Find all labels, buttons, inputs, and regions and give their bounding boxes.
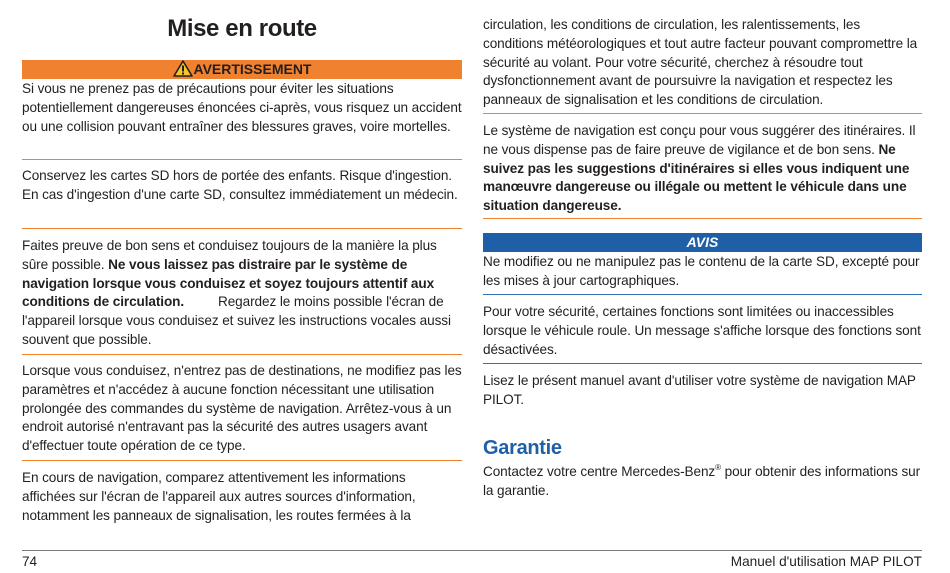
page-title: Mise en route	[167, 15, 317, 42]
footer-divider	[22, 550, 922, 551]
divider	[22, 159, 462, 160]
paragraph-itineraries-text: Le système de navigation est conçu pour vous suggérer des itinéraires. Il ne vous dispense pas de faire preuve de vigilance et de bon sens.	[483, 123, 916, 157]
paragraph-continuation: circulation, les conditions de circulation, les ralentissements, les conditions météorologiques et tout autre facteur pouvant compromettre la sécurité au volant. Pour votre sécurité, cherchez à résoudre tout dysfonctionnement avant de poursuivre la navigation et respectez les panneaux de signalisation et les conditions de circulation.	[483, 17, 918, 108]
divider	[22, 354, 462, 355]
paragraph-destinations: Lorsque vous conduisez, n'entrez pas de destinations, ne modifiez pas les paramètres et n'accédez à aucune fonction nécessitant une utilisation prolongée des commandes du système de navigation. Arrêtez-vous à un endroit autorisé n'entravant pas la sécurité des autres usagers avant d'effectuer toute opération de ce type.	[22, 363, 462, 454]
paragraph-common-sense-continued: Regardez le moins possible l'écran de l'appareil lorsque vous conduisez et suivez les instructions vocales aussi souvent que possible.	[22, 294, 451, 347]
paragraph-read-manual: Lisez le présent manuel avant d'utiliser votre système de navigation MAP PILOT.	[483, 373, 916, 407]
paragraph-itineraries-bold: Ne suivez pas les suggestions d'itinéraires si elles vous indiquent une manœuvre dangereuse ou illégale ou mettent le véhicule dans une situation dangereuse.	[483, 141, 910, 214]
page-number: 74	[22, 554, 38, 569]
manual-title: Manuel d'utilisation MAP PILOT	[730, 554, 922, 569]
divider	[22, 228, 462, 229]
paragraph-warranty	[483, 463, 922, 501]
warning-text: Si vous ne prenez pas de précautions pour éviter les situations potentiellement dangereuses énoncées ci-après, vous risquez un accident ou une collision pouvant entraîner des blessures graves, voire mortelles.	[22, 81, 462, 134]
warning-triangle-icon	[173, 60, 193, 77]
paragraph-sd-card: Conservez les cartes SD hors de portée des enfants. Risque d'ingestion. En cas d'ingestion d'une carte SD, consultez immédiatement un médecin.	[22, 168, 458, 202]
warning-banner	[22, 60, 462, 79]
paragraph-safety: Pour votre sécurité, certaines fonctions sont limitées ou inaccessibles lorsque le véhicule roule. Un message s'affiche lorsque des fonctions sont désactivées.	[483, 304, 921, 357]
section-heading-warranty: Garantie	[483, 437, 562, 459]
divider	[483, 294, 922, 295]
paragraph-common-sense-bold: Ne vous laissez pas distraire par le système de navigation lorsque vous conduisez et soyez toujours attentif aux conditions de circulation.	[22, 256, 435, 310]
paragraph-compare-info: En cours de navigation, comparez attentivement les informations affichées sur l'écran de l'appareil aux autres sources d'information, notamment les panneaux de signalisation, les routes fermées à la	[22, 470, 416, 523]
warning-label: AVERTISSEMENT	[193, 61, 312, 77]
divider	[483, 113, 922, 114]
divider	[483, 218, 922, 219]
paragraph-warranty-text-1: Contactez votre centre Mercedes-Benz	[483, 464, 716, 479]
divider	[483, 363, 922, 364]
paragraph-itineraries	[483, 122, 922, 216]
notice-banner: AVIS	[483, 233, 922, 252]
paragraph-warranty-text-2: pour obtenir des informations sur la garantie.	[483, 464, 921, 498]
divider	[22, 460, 462, 461]
notice-text: Ne modifiez ou ne manipulez pas le contenu de la carte SD, excepté pour les mises à jour cartographiques.	[483, 254, 920, 288]
registered-mark: ®	[715, 463, 721, 472]
paragraph-common-sense-text-1: Faites preuve de bon sens et conduisez toujours de la manière la plus sûre possible.	[22, 238, 437, 272]
